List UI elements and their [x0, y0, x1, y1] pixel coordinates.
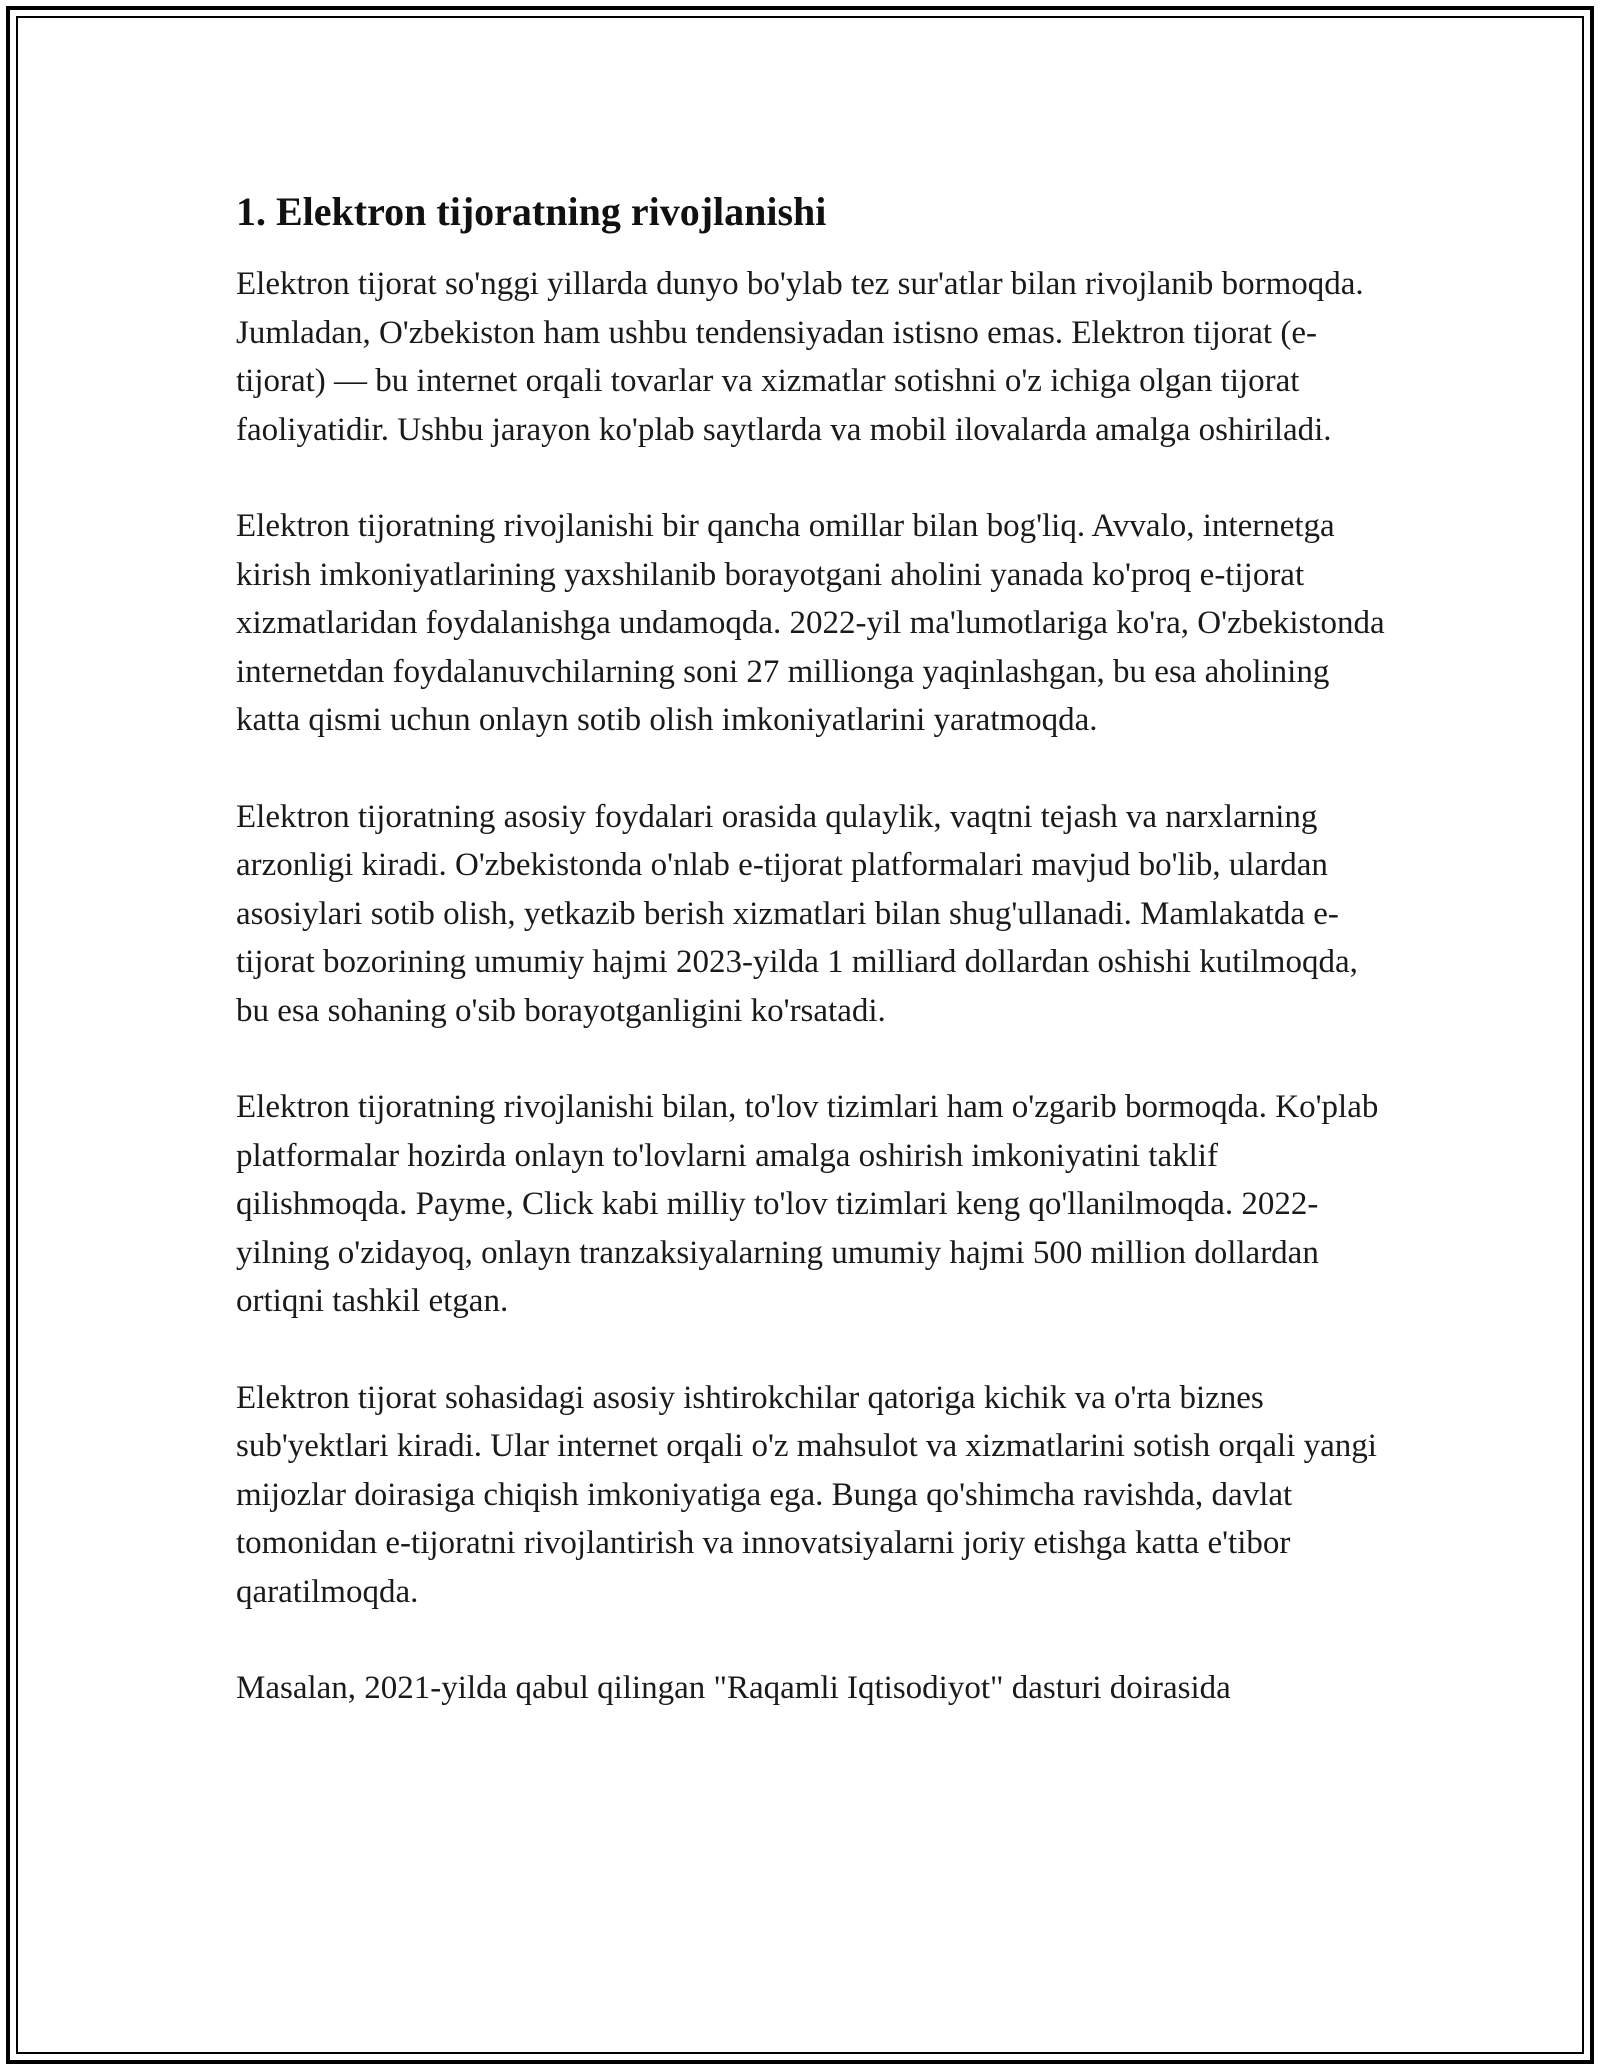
- paragraph-6: Masalan, 2021-yilda qabul qilingan "Raqamli Iqtisodiyot" dasturi doirasida: [236, 1670, 1231, 1706]
- paragraph-5: Elektron tijorat sohasidagi asosiy ishtirokchilar qatoriga kichik va o'rta biznes sub'yektlari kiradi. Ular internet orqali o'z mahsulot va xizmatlarini sotish orqali yangi mijozlar doirasiga chiqish imkoniyatiga ega. Bunga qo'shimcha ravishda, davlat tomonidan e-tijoratni rivojlantirish va innovatsiyalarni joriy etishga katta e'tibor qaratilmoqda.: [236, 1379, 1377, 1610]
- document-body: [236, 186, 1386, 1761]
- paragraph-2: Elektron tijoratning rivojlanishi bir qancha omillar bilan bog'liq. Avvalo, internetga kirish imkoniyatlarining yaxshilanib borayotgani aholini yanada ko'proq e-tijorat xizmatlaridan foydalanishga undamoqda. 2022-yil ma'lumotlariga ko'ra, O'zbekistonda internetdan foydalanuvchilarning soni 27 millionga yaqinlashgan, bu esa aholining katta qismi uchun onlayn sotib olish imkoniyatlarini yaratmoqda.: [236, 508, 1385, 738]
- paragraph-3: Elektron tijoratning asosiy foydalari orasida qulaylik, vaqtni tejash va narxlarning arzonligi kiradi. O'zbekistonda o'nlab e-tijorat platformalari mavjud bo'lib, ulardan asosiylari sotib olish, yetkazib berish xizmatlari bilan shug'ullanadi. Mamlakatda e-tijorat bozorining umumiy hajmi 2023-yilda 1 milliard dollardan oshishi kutilmoqda, bu esa sohaning o'sib borayotganligini ko'rsatadi.: [236, 798, 1358, 1029]
- section-heading: 1. Elektron tijoratning rivojlanishi: [236, 189, 827, 234]
- paragraph-4: Elektron tijoratning rivojlanishi bilan, to'lov tizimlari ham o'zgarib bormoqda. Ko'plab platformalar hozirda onlayn to'lovlarni amalga oshirish imkoniyatini taklif qilishmoqda. Payme, Click kabi milliy to'lov tizimlari keng qo'llanilmoqda. 2022-yilning o'zidayoq, onlayn tranzaksiyalarning umumiy hajmi 500 million dollardan ortiqni tashkil etgan.: [236, 1089, 1379, 1319]
- paragraph-1: Elektron tijorat so'nggi yillarda dunyo bo'ylab tez sur'atlar bilan rivojlanib bormoqda. Jumladan, O'zbekiston ham ushbu tendensiyadan istisno emas. Elektron tijorat (e-tijorat) — bu internet orqali tovarlar va xizmatlar sotishni o'z ichiga olgan tijorat faoliyatidir. Ushbu jarayon ko'plab saytlarda va mobil ilovalarda amalga oshiriladi.: [236, 266, 1364, 448]
